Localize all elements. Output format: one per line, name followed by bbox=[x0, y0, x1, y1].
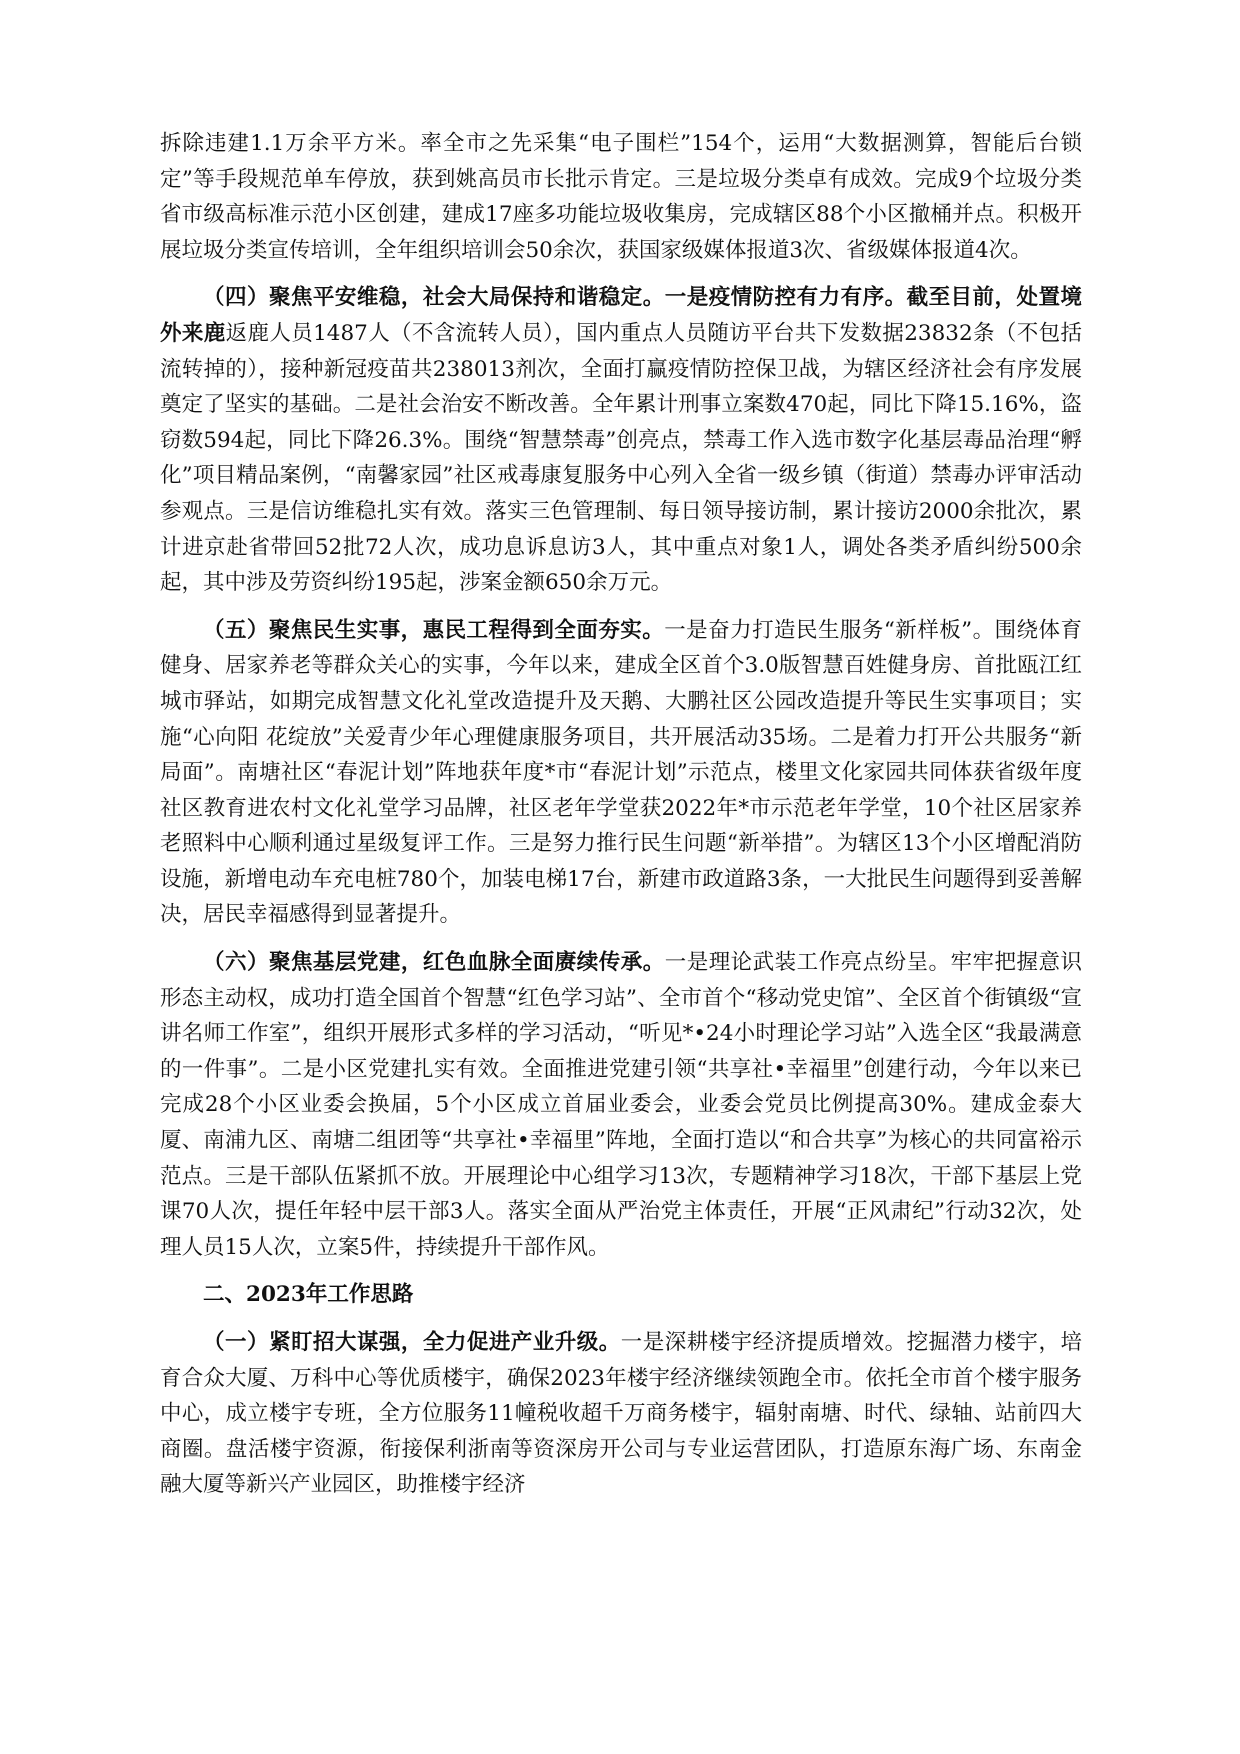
paragraph-lead: （五）聚焦民生实事，惠民工程得到全面夯实。 bbox=[203, 617, 665, 643]
paragraph-safety-stability bbox=[160, 280, 1082, 600]
paragraph-text: 一是深耕楼宇经济提质增效。挖掘潜力楼宇，培育合众大厦、万科中心等优质楼宇，确保2023年楼宇经济继续领跑全市。依托全市首个楼宇服务中心，成立楼宇专班，全方位服务11幢税收超千万商务楼宇，辐射南塘、时代、绿轴、站前四大商圈。盘活楼宇资源，衔接保利浙南等资深房开公司与专业运营团队，打造原东海广场、东南金融大厦等新兴产业园区，助推楼宇经济 bbox=[160, 1330, 1082, 1498]
paragraph-waste-sorting bbox=[160, 126, 1082, 268]
paragraph-industry-upgrade bbox=[160, 1325, 1082, 1503]
paragraph-text: 返鹿人员1487人（不含流转人员），国内重点人员随访平台共下发数据23832条（不包括流转掉的），接种新冠疫苗共238013剂次，全面打赢疫情防控保卫战，为辖区经济社会有序发展奠定了坚实的基础。二是社会治安不断改善。全年累计刑事立案数470起，同比下降15.16%，盗窃数594起，同比下降26.3%。围绕“智慧禁毒”创亮点，禁毒工作入选市数字化基层毒品治理“孵化”项目精品案例，“南馨家园”社区戒毒康复服务中心列入全省一级乡镇（街道）禁毒办评审活动参观点。三是信访维稳扎实有效。落实三色管理制、每日领导接访制，累计接访2000余批次，累计进京赴省带回52批72人次，成功息诉息访3人，其中重点对象1人，调处各类矛盾纠纷500余起，其中涉及劳资纠纷195起，涉案金额650余万元。 bbox=[160, 320, 1082, 596]
section-heading: 二、2023年工作思路 bbox=[203, 1282, 414, 1308]
paragraph-lead: （四）聚焦平安维稳，社会大局保持和谐稳定。一是疫情防控有力有序。截至目前，处置境外来鹿 bbox=[160, 285, 1082, 346]
paragraph-text: 一是理论武装工作亮点纷呈。牢牢把握意识形态主动权，成功打造全国首个智慧“红色学习站”、全市首个“移动党史馆”、全区首个街镇级“宣讲名师工作室”，组织开展形式多样的学习活动，“听见*•24小时理论学习站”入选全区“我最满意的一件事”。二是小区党建扎实有效。全面推进党建引领“共享社•幸福里”创建行动，今年以来已完成28个小区业委会换届，5个小区成立首届业委会，业委会党员比例提高30%。建成金泰大厦、南浦九区、南塘二组团等“共享社•幸福里”阵地，全面打造以“和合共享”为核心的共同富裕示范点。三是干部队伍紧抓不放。开展理论中心组学习13次，专题精神学习18次，干部下基层上党课70人次，提任年轻中层干部3人。落实全面从严治党主体责任，开展“正风肃纪”行动32次，处理人员15人次，立案5件，持续提升干部作风。 bbox=[160, 950, 1082, 1260]
document-page bbox=[160, 126, 1082, 1515]
paragraph-livelihood bbox=[160, 613, 1082, 933]
paragraph-lead: （六）聚焦基层党建，红色血脉全面赓续传承。 bbox=[203, 950, 665, 976]
paragraph-text: 一是奋力打造民生服务“新样板”。围绕体育健身、居家养老等群众关心的实事，今年以来，建成全区首个3.0版智慧百姓健身房、首批瓯江红城市驿站，如期完成智慧文化礼堂改造提升及天鹅、大鹏社区公园改造提升等民生实事项目；实施“心向阳 花绽放”关爱青少年心理健康服务项目，共开展活动35场。二是着力打开公共服务“新局面”。南塘社区“春泥计划”阵地获年度*市“春泥计划”示范点，楼里文化家园共同体获省级年度社区教育进农村文化礼堂学习品牌，社区老年学堂获2022年*市示范老年学堂，10个社区居家养老照料中心顺利通过星级复评工作。三是努力推行民生问题“新举措”。为辖区13个小区增配消防设施，新增电动车充电桩780个，加装电梯17台，新建市政道路3条，一大批民生问题得到妥善解决，居民幸福感得到显著提升。 bbox=[160, 617, 1082, 928]
paragraph-party-building bbox=[160, 945, 1082, 1265]
paragraph-lead: （一）紧盯招大谋强，全力促进产业升级。 bbox=[203, 1330, 621, 1355]
paragraph-text: 拆除违建1.1万余平方米。率全市之先采集“电子围栏”154个，运用“大数据测算，智能后台锁定”等手段规范单车停放，获到姚高员市长批示肯定。三是垃圾分类卓有成效。完成9个垃圾分类省市级高标准示范小区创建，建成17座多功能垃圾收集房，完成辖区88个小区撤桶并点。积极开展垃圾分类宣传培训，全年组织培训会50余次，获国家级媒体报道3次、省级媒体报道4次。 bbox=[160, 131, 1082, 263]
